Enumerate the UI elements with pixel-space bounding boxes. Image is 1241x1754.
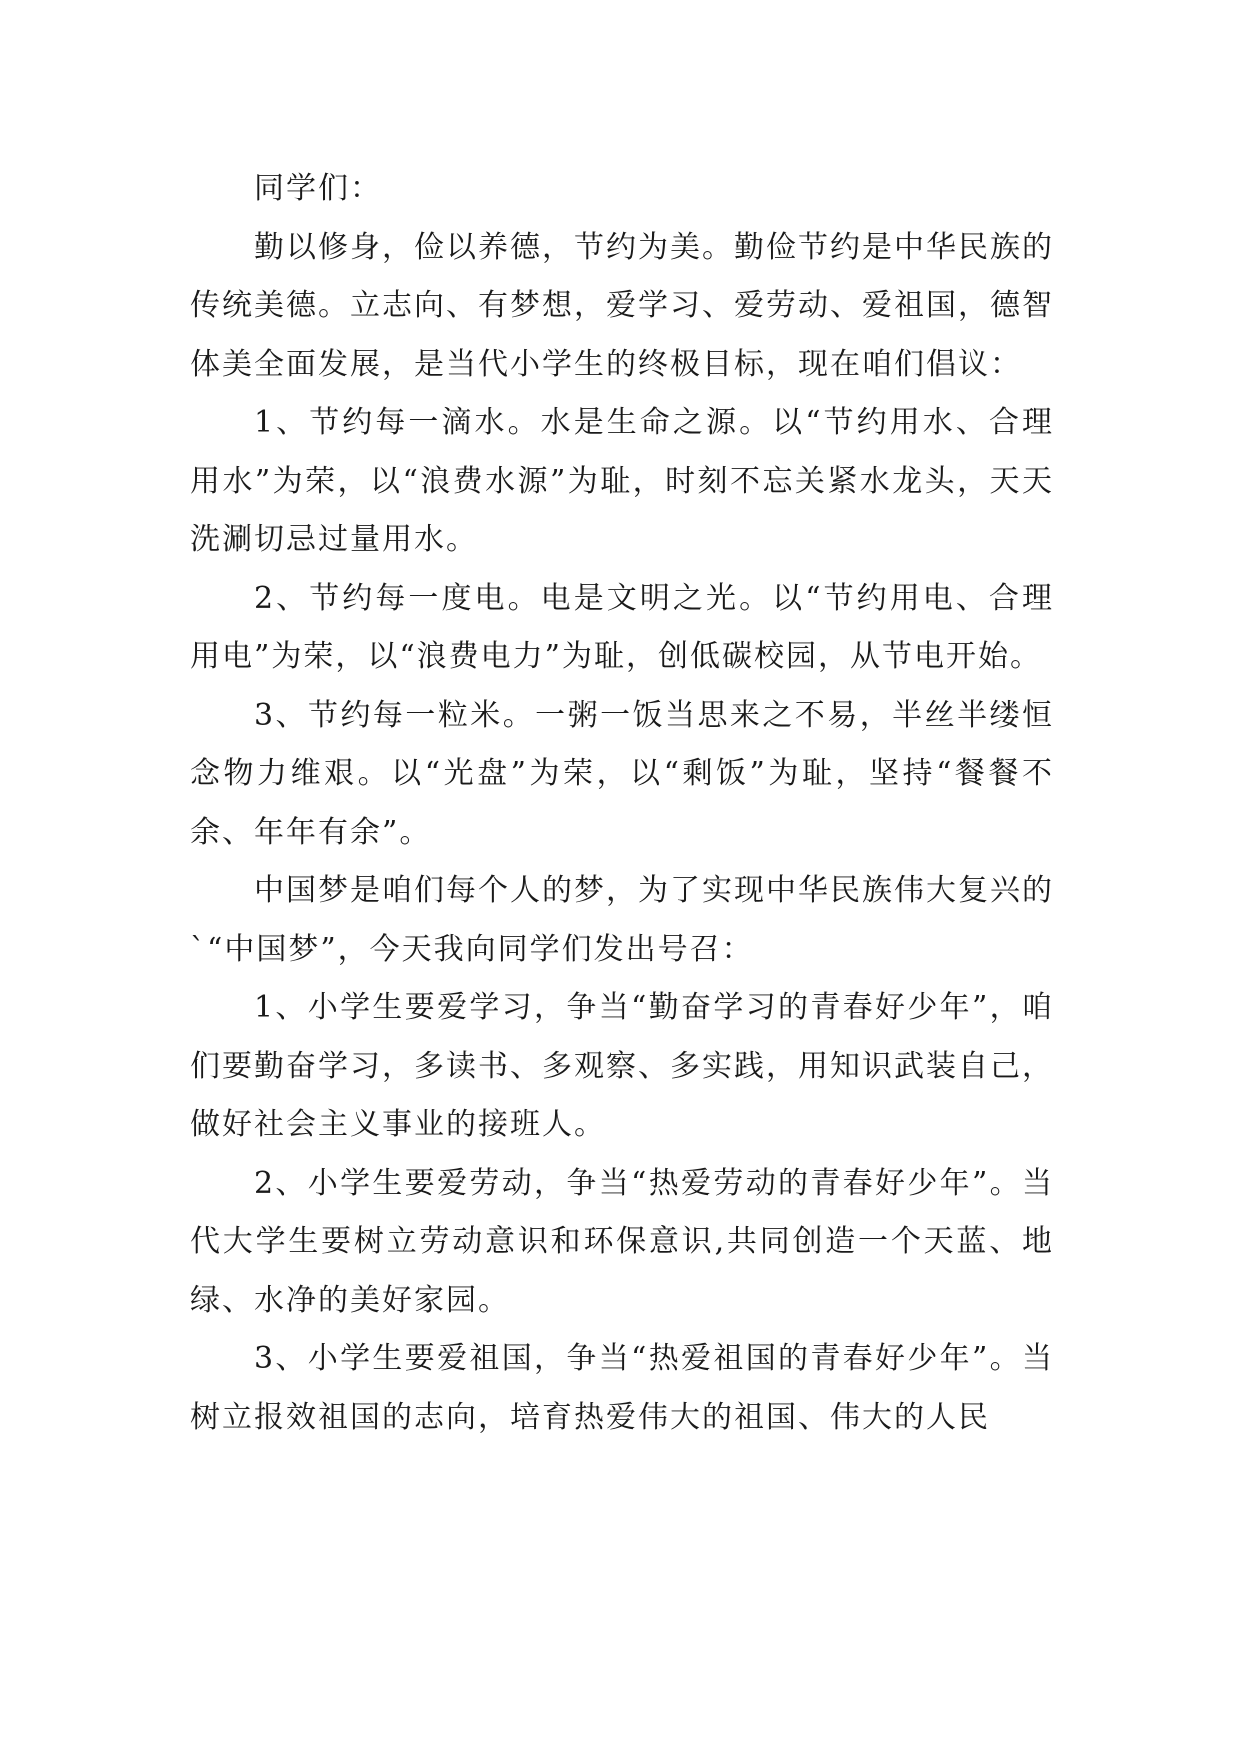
paragraph-love-motherland: 3、小学生要爱祖国，争当“热爱祖国的青春好少年”。当树立报效祖国的志向，培育热爱伟大的祖国、伟大的人民 <box>190 1341 1054 1435</box>
document-body <box>190 160 1054 1447</box>
salutation: 同学们： <box>254 171 382 206</box>
paragraph-love-labor: 2、小学生要爱劳动，争当“热爱劳动的青春好少年”。当代大学生要树立劳动意识和环保意识,共同创造一个天蓝、地绿、水净的美好家园。 <box>190 1165 1054 1318</box>
paragraph-love-learning: 1、小学生要爱学习，争当“勤奋学习的青春好少年”，咱们要勤奋学习，多读书、多观察、多实践，用知识武装自己，做好社会主义事业的接班人。 <box>190 990 1054 1142</box>
paragraph-save-electricity: 2、节约每一度电。电是文明之光。以“节约用电、合理用电”为荣，以“浪费电力”为耻，创低碳校园，从节电开始。 <box>190 580 1054 674</box>
paragraph-china-dream: 中国梦是咱们每个人的梦，为了实现中华民族伟大复兴的`“中国梦”，今天我向同学们发出号召： <box>190 873 1054 967</box>
paragraph-save-rice: 3、节约每一粒米。一粥一饭当思来之不易，半丝半缕恒念物力维艰。以“光盘”为荣，以“剩饭”为耻，坚持“餐餐不余、年年有余”。 <box>190 697 1054 850</box>
paragraph-save-water: 1、节约每一滴水。水是生命之源。以“节约用水、合理用水”为荣，以“浪费水源”为耻，时刻不忘关紧水龙头，天天洗涮切忌过量用水。 <box>190 405 1054 557</box>
paragraph-intro: 勤以修身，俭以养德，节约为美。勤俭节约是中华民族的传统美德。立志向、有梦想，爱学习、爱劳动、爱祖国，德智体美全面发展，是当代小学生的终极目标，现在咱们倡议： <box>190 229 1054 382</box>
